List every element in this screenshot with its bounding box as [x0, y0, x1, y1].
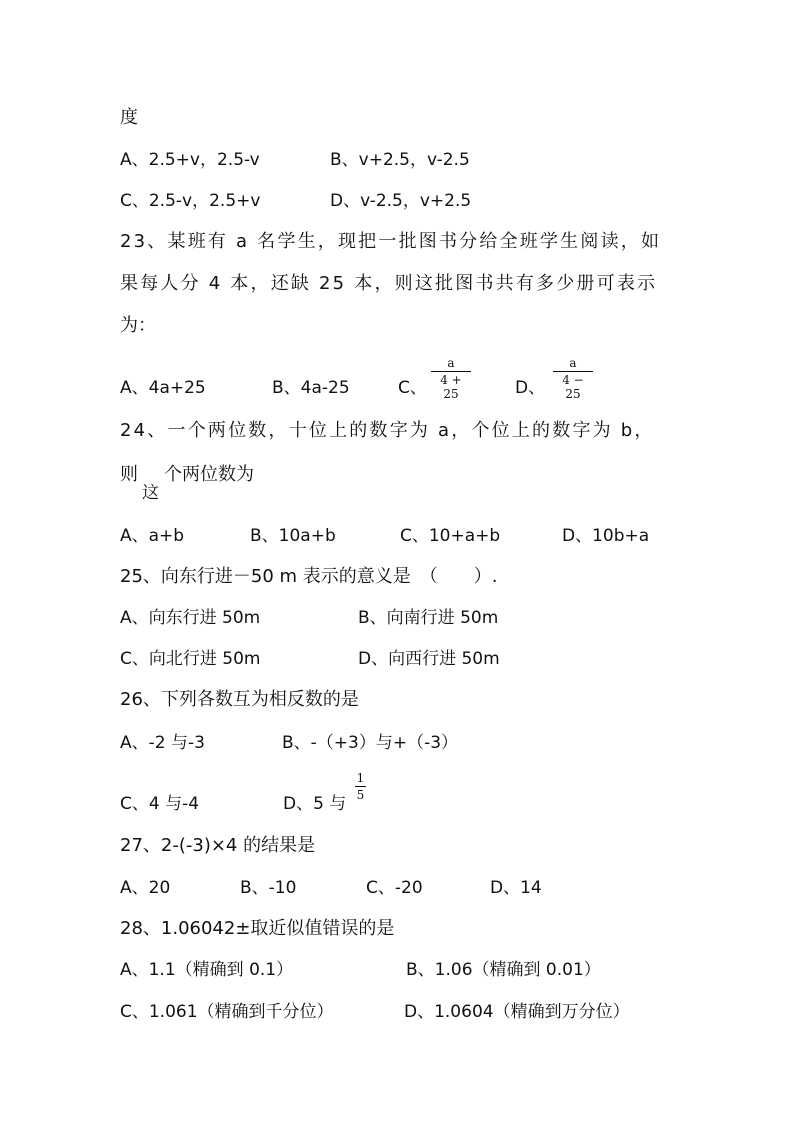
q23-option-a: A、4a+25 [120, 378, 206, 398]
q28-option-b: B、1.06（精确到 0.01） [406, 960, 601, 980]
q26-question: 26、下列各数互为相反数的是 [120, 689, 359, 710]
q24-option-a: A、a+b [120, 526, 185, 546]
q22-continuation: 度 [120, 107, 138, 128]
q25-option-b: B、向南行进 50m [358, 608, 499, 628]
q24-question-line-2b: 这 [142, 483, 159, 503]
q23-option-d-fraction [553, 356, 593, 401]
q25-option-a: A、向东行进 50m [120, 608, 261, 628]
q23-option-b: B、4a-25 [272, 378, 350, 398]
q28-option-c: C、1.061（精确到千分位） [120, 1002, 334, 1022]
q22-option-a: A、2.5+v，2.5-v [120, 150, 260, 170]
q26-option-a: A、-2 与-3 [120, 733, 205, 753]
q23-option-c-fraction-bar [431, 371, 471, 372]
q26-option-d-label: D、5 与 [283, 794, 347, 814]
q28-question: 28、1.06042±取近似值错误的是 [120, 918, 395, 939]
q25-option-c: C、向北行进 50m [120, 649, 261, 669]
q25-question: 25、向东行进－50 m 表示的意义是 （ ）. [120, 566, 498, 587]
q27-question: 27、2-(-3)×4 的结果是 [120, 835, 316, 856]
q23-option-c-label: C、 [398, 378, 427, 398]
q23-option-d-fraction-bar [553, 371, 593, 372]
q23-option-d-numerator: a [569, 356, 577, 370]
q27-option-a: A、20 [120, 878, 171, 898]
q27-option-c: C、-20 [366, 878, 423, 898]
q23-question-line-1: 23、某班有 a 名学生，现把一批图书分给全班学生阅读，如 [120, 231, 662, 252]
q23-option-c-fraction [431, 356, 471, 401]
q27-option-d: D、14 [490, 878, 542, 898]
q24-option-c: C、10+a+b [400, 526, 501, 546]
q26-option-d-fraction [355, 771, 366, 802]
q28-option-a: A、1.1（精确到 0.1） [120, 960, 294, 980]
q24-question-line-2a: 则 [120, 464, 138, 485]
q27-option-b: B、-10 [240, 878, 297, 898]
q26-option-b: B、-（+3）与+（-3） [282, 733, 459, 753]
q23-question-line-3: 为： [120, 315, 156, 336]
q26-option-d-denominator: 5 [356, 788, 365, 802]
q25-option-d: D、向西行进 50m [358, 649, 500, 669]
q26-option-c: C、4 与-4 [120, 794, 200, 814]
q24-option-d: D、10b+a [562, 526, 650, 546]
q24-question-line-2c: 个两位数为 [164, 464, 254, 485]
q23-option-d-denominator: 4 − 25 [562, 373, 584, 401]
q23-question-line-2: 果每人分 4 本，还缺 25 本，则这批图书共有多少册可表示 [120, 273, 658, 294]
q24-question-line-1: 24、一个两位数，十位上的数字为 a，个位上的数字为 b， [120, 420, 655, 441]
q26-option-d-numerator: 1 [356, 771, 365, 785]
q24-option-b: B、10a+b [250, 526, 336, 546]
q22-option-d: D、v-2.5，v+2.5 [330, 191, 472, 211]
q23-option-d-label: D、 [515, 378, 546, 398]
q23-option-c-numerator: a [447, 356, 455, 370]
q26-option-d-fraction-bar [355, 786, 366, 787]
q22-option-c: C、2.5-v，2.5+v [120, 191, 261, 211]
q28-option-d: D、1.0604（精确到万分位） [404, 1002, 630, 1022]
q23-option-c-denominator: 4 + 25 [440, 373, 462, 401]
q22-option-b: B、v+2.5，v-2.5 [330, 150, 470, 170]
